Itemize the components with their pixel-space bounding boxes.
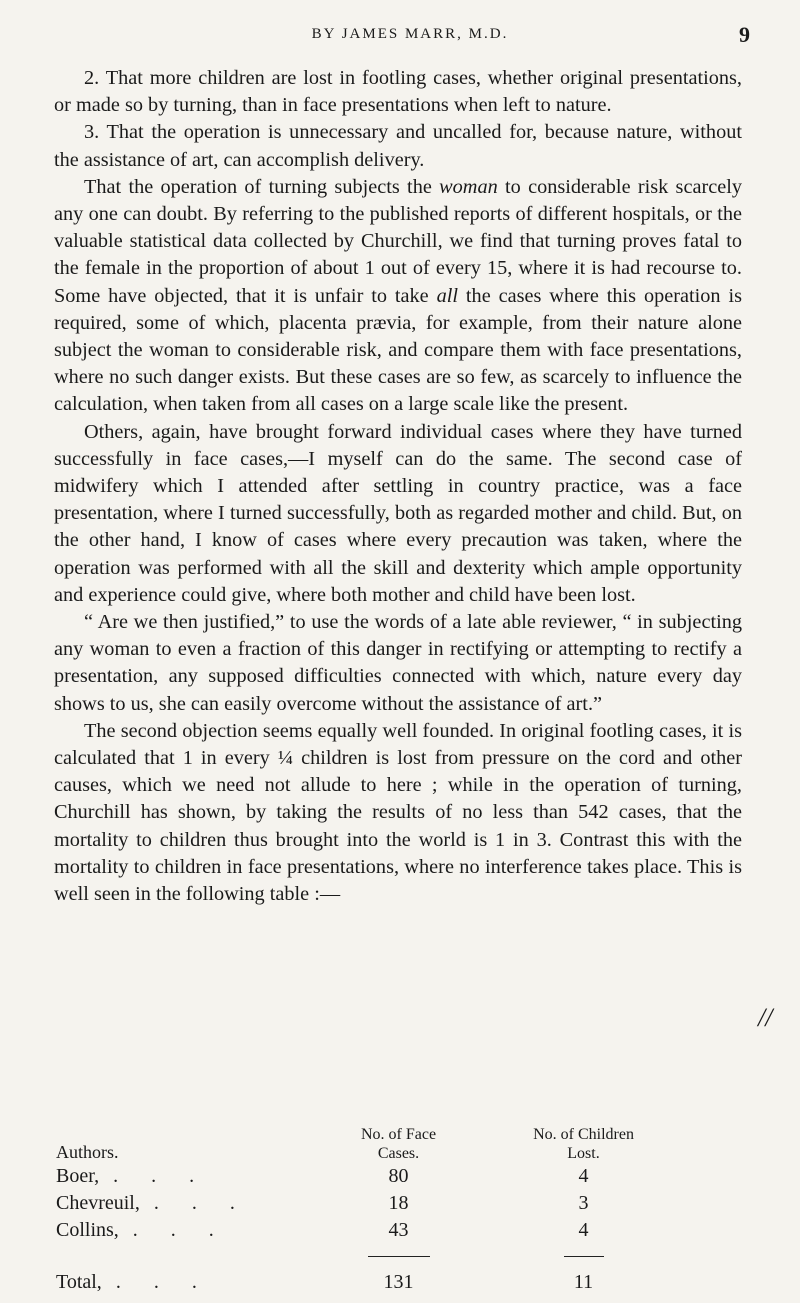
paragraph-text: 3. That the operation is unnecessary and uncalled for, because nature, without the assistance of art, can accomplish delivery. [54,121,742,171]
leader-dots: . . . [113,1165,209,1187]
lost-cell: 4 [578,1219,589,1241]
header-face-cases-line1: No. of Face [360,1126,437,1143]
author-name: Boer, [56,1165,100,1187]
paragraph-text: 2. That more children are lost in footling cases, whether original presentations, or made so by turning, than in face presentations when left to nature. [54,67,742,117]
cases-cell: 80 [388,1165,409,1187]
header-children-lost-line2: Lost. [567,1145,600,1162]
running-head: BY JAMES MARR, M.D. [311,26,509,42]
page-number: 9 [739,22,750,47]
cases-cell: 18 [388,1192,409,1214]
header-children-lost-line1: No. of Children [533,1126,634,1143]
paragraph-p4 [54,419,742,609]
header-authors: Authors. [56,1142,119,1162]
paragraph-text: Others, again, have brought forward individual cases where they have turned successfully in face cases,—I myself can do the same. The second case of midwifery which I attended after settling in country practice, was a face presentation, where I turned successfully, both as regarded mother and child. But, on the other hand, I know of cases where every precaution was taken, where the operation was performed with all the skill and dexterity which ample opportunity and experience could give, where both mother and child have been lost. [54,420,742,606]
leader-dots: . . . [153,1192,249,1214]
author-name: Chevreuil, [56,1192,140,1214]
paragraph-text: “ Are we then justified,” to use the words of a late able reviewer, “ in subjecting any woman to even a fraction of this danger in rectifying or attempting to rectify a presentation, any supposed difficulties connected with which, nature every day shows to us, she can easily overcome without the assistance of art.” [54,611,742,715]
paragraph-text: The second objection seems equally well founded. In original footling cases, it is calculated that 1 in every ¼ children is lost from pressure on the cord and other causes, which we need not allude to here ; while in the operation of turning, Churchill has shown, by taking the results of no less than 542 cases, that the mortality to children thus brought into the world is 1 in 3. Contrast this with the mortality to children in face presentations, where no interference takes place. This is well seen in the following table :— [54,719,742,906]
header-face-cases-line2: Cases. [377,1145,420,1162]
author-name: Collins, [56,1219,119,1241]
total-row [56,1267,676,1296]
total-cases: 131 [383,1271,414,1293]
body-text [54,65,742,908]
table-header-row [56,1125,676,1163]
header-children-lost [491,1125,676,1163]
paragraph-p1 [54,65,742,119]
author-cell [56,1217,306,1244]
face-presentation-table [56,1125,676,1296]
table-row [56,1163,676,1190]
cases-cell: 43 [388,1219,409,1241]
author-cell [56,1163,306,1190]
sum-rule [564,1256,604,1257]
italic-text: woman [439,175,498,198]
lost-cell: 4 [578,1165,589,1187]
sum-rule [368,1256,430,1257]
table-row [56,1217,676,1244]
margin-annotation: // [758,1003,773,1032]
paragraph-text: That the operation of turning subjects the [84,175,440,198]
lost-cell: 3 [578,1192,589,1214]
paragraph-p6 [54,718,742,908]
table-row [56,1190,676,1217]
paragraph-text: to considerable risk scarcely any one can doubt. By referring to the published reports of different hospitals, or the valuable statistical data collected by Churchill, we find that turning proves fatal to the female in the proportion of about 1 out of every 15, where it is had recourse to. Some have objected, that it is unfair to take [54,175,742,307]
paragraph-p2 [54,119,742,173]
header-face-cases [306,1125,491,1163]
total-label: Total, [56,1271,102,1293]
leader-dots: . . . [115,1271,211,1293]
paragraph-text: the cases where this operation is required, some of which, placenta prævia, for example, from their nature alone subject the woman to considerable risk, and compare them with face presentations, where no such danger exists. But these cases are so few, as scarcely to influence the calculation, when taken from all cases on a large scale like the present. [54,284,742,416]
page-header [70,22,750,52]
author-cell [56,1190,306,1217]
total-lost: 11 [573,1271,594,1293]
paragraph-p5 [54,609,742,718]
leader-dots: . . . [132,1219,228,1241]
sum-rule-row [56,1244,676,1267]
paragraph-p3 [54,174,742,419]
italic-text: all [436,284,459,307]
total-label-cell [56,1267,306,1296]
